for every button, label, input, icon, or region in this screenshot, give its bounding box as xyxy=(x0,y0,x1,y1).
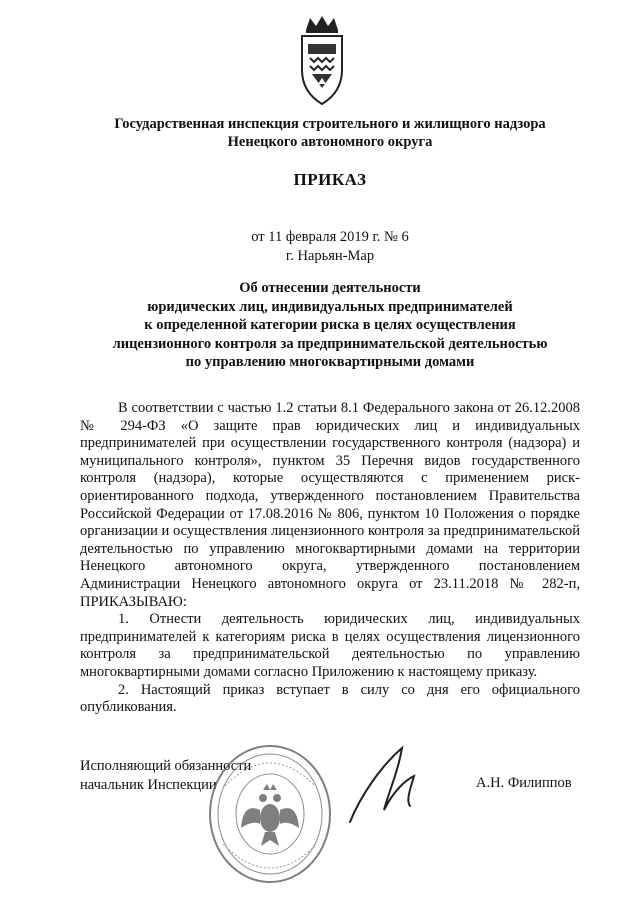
document-type: ПРИКАЗ xyxy=(293,170,367,189)
signatory-position-line-2: начальник Инспекции xyxy=(80,777,217,793)
organization-line-2: Ненецкого автономного округа xyxy=(227,134,433,150)
organization-line-1: Государственная инспекция строительного и жилищного надзора xyxy=(114,116,546,132)
subject-line: по управлению многоквартирными домами xyxy=(185,354,475,370)
signatory-position-line-1: Исполняющий обязанности xyxy=(80,758,252,774)
body-paragraph-item-1: 1. Отнести деятельность юридических лиц, индивидуальных предпринимателей к категориям риска в целях осуществления лицензионного контроля за предпринимательской деятельностью по управлению многоквартирными домами согласно Приложению к настоящему приказу. xyxy=(80,611,580,680)
organization-name xyxy=(70,115,590,151)
signatory-name: А.Н. Филиппов xyxy=(476,775,572,791)
handwritten-signature xyxy=(340,742,430,826)
coat-of-arms-icon xyxy=(296,12,348,108)
document-date-number: от 11 февраля 2019 г. № 6 xyxy=(251,229,409,245)
document-subject xyxy=(90,279,570,372)
subject-line: юридических лиц, индивидуальных предпринимателей xyxy=(147,298,513,315)
document-city: г. Нарьян-Мар xyxy=(285,248,375,264)
subject-line: Об отнесении деятельности xyxy=(239,280,421,296)
subject-line: лицензионного контроля за предпринимательской деятельностью xyxy=(112,335,548,352)
official-seal-stamp xyxy=(205,736,335,886)
subject-line: к определенной категории риска в целях осуществления xyxy=(144,317,516,333)
body-paragraph-item-2: 2. Настоящий приказ вступает в силу со дня его официального опубликования. xyxy=(80,681,580,716)
document-body xyxy=(80,400,580,717)
body-paragraph-preamble: В соответствии с частью 1.2 статьи 8.1 Федерального закона от 26.12.2008 № 294-ФЗ «О защите прав юридических лиц и индивидуальных предпринимателей при осуществлении государственного контроля (надзора) и муниципального контроля», пунктом 35 Перечня видов государственного контроля (надзора), которые осуществляются с применением риск-ориентированного подхода, утвержденного постановлением Правительства Российской Федерации от 17.08.2016 № 806, пунктом 10 Положения о порядке организации и осуществления лицензионного контроля за предпринимательской деятельностью по управлению многоквартирными домами на территории Ненецкого автономного округа, утвержденного постановлением Администрации Ненецкого автономного округа от 23.11.2018 № 282-п, ПРИКАЗЫВАЮ: xyxy=(80,400,580,610)
